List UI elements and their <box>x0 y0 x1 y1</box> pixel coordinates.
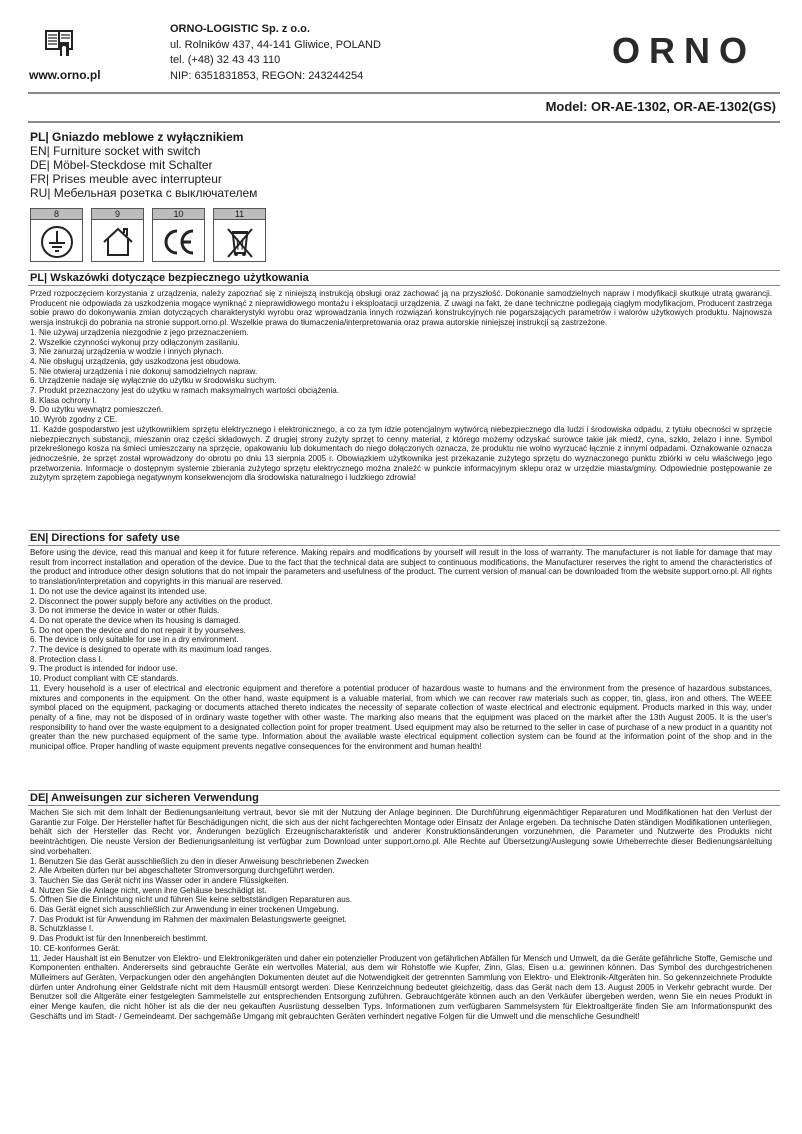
list-item: 4. Do not operate the device when its housing is damaged. <box>30 615 241 625</box>
symbol-icons <box>30 208 266 262</box>
list-item: 6. The device is only suitable for use in a dry environment. <box>30 635 239 645</box>
document-header <box>0 0 802 92</box>
list-item: 1. Do not use the device against its intended use. <box>30 586 207 596</box>
product-titles <box>30 130 257 200</box>
safety-list <box>30 328 772 483</box>
section-body-pl <box>30 289 772 483</box>
list-item: 2. Wszelkie czynności wykonuj przy odłączonym zasilaniu. <box>30 337 240 347</box>
title-ru: RU| Мебельная розетка с выключателем <box>30 186 258 200</box>
section-heading-pl: PL| Wskazówki dotyczące bezpiecznego użytkowania <box>28 270 780 286</box>
list-item: 11. Jeder Haushalt ist ein Benutzer von Elektro- und Elektronikgeräten und daher ein potenzieller Produzent von gefährlichen Abfällen für Mensch und Umwelt, da die Geräte gefährliche Stoffe, Gemische und Komponenten enthalten. Andererseits sind gebrauchte Geräte ein wertvolles Material, aus dem wir Rohstoffe wie Kupfer, Zinn, Glas, Eisen u.a. gewinnen können. Das Symbol des durchgestrichenen Mülleimers auf Geräten, Verpackungen oder den angehängten Dokumenten deutet auf die Notwendigkeit der getrennten Sammlung von Elektro- und Elektronik-Altgeräten hin. So gekennzeichnete Produkte dürfen unter Androhung einer Geldstrafe nicht mit dem Hausmüll entsorgt werden. Diese Kennzeichnung bedeutet gleichzeitig, dass das Gerät nach dem 13. August 2005 in Verkehr gebracht wurde. Der Benutzer soll die Altgeräte einer festgelegten Sammelstelle zur entsprechenden Entsorgung zuführen. Gebrauchtgeräte können auch an den Verkäufer übergeben werden, wenn Sie ein neues Produkt in einer Menge kaufen, die nicht höher ist als die der neu gekauften Ausrüstung desselben Typs. Informationen zum verfügbaren Sammelsystem für Elektroaltgeräte finden Sie am Informationspunkt des Geschäfts und im Stadt- / Gemeindeamt. Der sachgemäße Umgang mit gebrauchten Geräten verhindert negative Folgen für die Umwelt und die menschliche Gesundheit! <box>30 953 772 1021</box>
intro-paragraph: Przed rozpoczęciem korzystania z urządzenia, należy zapoznać się z niniejszą instrukcją obsługi oraz zachować ją na przyszłość. Dokonanie samodzielnych napraw i modyfikacji skutkuje utratą gwarancji. Producent nie odpowiada za uszkodzenia mogące wyniknąć z nieprawidłowego montażu i eksploatacji urządzenia. Z uwagi na fakt, że dane techniczne podlegają ciągłym modyfikacjom, Producent zastrzega sobie prawo do dokonywania zmian dotyczących charakterystyki wyrobu oraz wprowadzania innych rozwiązań konstrukcyjnych nie pogarszających parametrów i walorów użytkowych produktu. Najnowsza wersja instrukcji do pobrania na stronie support.orno.pl. Wszelkie prawa do tłumaczenia/interpretowania oraz prawa autorskie niniejszej instrukcji są zastrzeżone. <box>30 289 772 328</box>
list-item: 7. The device is designed to operate with its maximum load ranges. <box>30 645 272 655</box>
list-item: 1. Benutzen Sie das Gerät ausschließlich zu den in dieser Anweisung beschriebenen Zwecken <box>30 856 369 866</box>
list-item: 8. Protection class I. <box>30 654 103 664</box>
website-url[interactable]: www.orno.pl <box>29 68 101 82</box>
company-address: ul. Rolników 437, 44-141 Gliwice, POLAND <box>170 38 381 51</box>
safety-list <box>30 587 772 752</box>
icon-number: 9 <box>92 209 143 220</box>
model-number: Model: OR-AE-1302, OR-AE-1302(GS) <box>545 99 776 114</box>
icon-number: 11 <box>214 209 265 220</box>
list-item: 2. Disconnect the power supply before any activities on the product. <box>30 596 273 606</box>
list-item: 3. Tauchen Sie das Gerät nicht ins Wasser oder in andere Flüssigkeiten. <box>30 875 289 885</box>
list-item: 2. Alle Arbeiten dürfen nur bei abgeschalteter Stromversorgung durchgeführt werden. <box>30 866 335 876</box>
list-item: 9. The product is intended for indoor use. <box>30 664 178 674</box>
list-item: 9. Do użytku wewnątrz pomieszczeń. <box>30 405 164 415</box>
list-item: 6. Urządzenie nadaje się wyłącznie do użytku w środowisku suchym. <box>30 376 277 386</box>
list-item: 11. Każde gospodarstwo jest użytkownikiem sprzętu elektrycznego i elektronicznego, a co za tym idzie potencjalnym wytwórcą niebezpiecznego dla ludzi i środowiska odpadu, z tytułu obecności w sprzęcie niebezpiecznych substancji, mieszanin oraz części składowych. Z drugiej strony zużyty sprzęt to cenny materiał, z którego możemy odzyskać surowce takie jak miedź, cyna, szkło, żelazo i inne. Symbol przekreślonego kosza na śmieci umieszczany na sprzęcie, opakowaniu lub dokumentach do niego dołączonych oznacza, że produktu nie wolno wyrzucać łącznie z innymi odpadami. Oznakowanie oznacza jednocześnie, że sprzęt został wprowadzony do obrotu po dniu 13 sierpnia 2005 r. Obowiązkiem użytkownika jest przekazanie zużytego sprzętu do wyznaczonego punktu zbiórki w celu właściwego jego przetworzenia. Informacje o dostępnym systemie zbierania zużytego sprzętu elektrycznego można znaleźć w punkcie informacyjnym sklepu oraz w urzędzie miasta/gminy. Odpowiednie postępowanie ze zużytym sprzętem zapobiega negatywnym konsekwencjom dla środowiska naturalnego i ludzkiego zdrowia! <box>30 424 772 483</box>
section-heading-de: DE| Anweisungen zur sicheren Verwendung <box>28 790 780 806</box>
list-item: 10. Product compliant with CE standards. <box>30 674 179 684</box>
list-item: 5. Nie otwieraj urządzenia i nie dokonuj samodzielnych napraw. <box>30 366 258 376</box>
icon-number: 10 <box>153 209 204 220</box>
company-phone: tel. (+48) 32 43 43 110 <box>170 54 281 66</box>
list-item: 8. Schutzklasse I. <box>30 924 94 934</box>
list-item: 11. Every household is a user of electrical and electronic equipment and therefore a potential producer of hazardous waste to humans and the environment from the presence of hazardous substances, mixtures and components in the equipment. On the other hand, waste equipment is a valuable material, from which we can recover raw materials such as copper, tin, glass, iron and others. The WEEE symbol placed on the equipment, packaging or documents attached thereto indicates the necessity of separate collection of waste electrical and electronic equipment. Products marked in this way, under penalty of a fine, may not be disposed of in ordinary waste together with other waste. The marking also means that the equipment was placed on the market after the 13th August 2005. It is the user's responsibility to hand over the waste equipment to a designated collection point for proper treatment. Used equipment may also be returned to the seller in case of purchase of a new product in a quantity not greater than the new purchased equipment of the same type. Information about the available waste electrical equipment collection system can be found at the information point of the shop and in the municipal office. Proper handling of waste equipment prevents negative consequences for the environment and human health! <box>30 683 772 752</box>
protection-class-icon <box>38 223 76 261</box>
list-item: 10. Wyrób zgodny z CE. <box>30 415 118 425</box>
safety-list <box>30 857 772 1022</box>
list-item: 7. Produkt przeznaczony jest do użytku w ramach maksymalnych wartości obciążenia. <box>30 386 340 396</box>
company-info <box>170 22 381 84</box>
list-item: 3. Do not immerse the device in water or other fluids. <box>30 606 220 616</box>
list-item: 5. Öffnen Sie die Einrichtung nicht und führen Sie keine selbstständigen Reparaturen aus. <box>30 895 353 905</box>
title-de: DE| Möbel-Steckdose mit Schalter <box>30 158 213 172</box>
list-item: 4. Nie obsługuj urządzenia, gdy uszkodzona jest obudowa. <box>30 356 241 366</box>
list-item: 1. Nie używaj urządzenia niezgodnie z jego przeznaczeniem. <box>30 327 249 337</box>
list-item: 7. Das Produkt ist für Anwendung im Rahmen der maximalen Belastungswerte geeignet. <box>30 914 347 924</box>
weee-bin-icon <box>221 223 259 261</box>
section-heading-en: EN| Directions for safety use <box>28 530 780 546</box>
indoor-use-icon <box>99 223 137 261</box>
title-pl: PL| Gniazdo meblowe z wyłącznikiem <box>30 130 244 144</box>
manual-book-icon <box>44 26 74 58</box>
intro-paragraph: Before using the device, read this manual and keep it for future reference. Making repairs and modifications by yourself will result in the loss of warranty. The manufacturer is not liable for damage that may result from incorrect installation and operation of the device. Due to the fact that the technical data are subject to continuous modifications, the Manufacturer reserves the right to amend the characteristics of the product and introduce other design solutions that do not impair the parameters and usefulness of the product. The current version of manual can be downloaded from the website support.orno.pl. All rights to translation/interpretation and copyrights in this manual are reserved. <box>30 548 772 587</box>
company-tax-ids: NIP: 6351831853, REGON: 243244254 <box>170 69 364 82</box>
title-en: EN| Furniture socket with switch <box>30 144 201 158</box>
list-item: 4. Nutzen Sie die Anlage nicht, wenn ihre Gehäuse beschädigt ist. <box>30 885 267 895</box>
list-item: 3. Nie zanurzaj urządzenia w wodzie i innych płynach. <box>30 347 224 357</box>
list-item: 5. Do not open the device and do not repair it by yourselves. <box>30 625 246 635</box>
brand-logo: ORNO <box>612 30 756 71</box>
icon-number: 8 <box>31 209 82 220</box>
intro-paragraph: Machen Sie sich mit dem Inhalt der Bedienungsanleitung vertraut, bevor sie mit der Nutzung der Anlage beginnen. Die Durchführung eigenmächtiger Reparaturen und Modifikationen hat den Verlust der Garantie zur Folge. Der Hersteller haftet für Beschädigungen nicht, die sich aus der nicht fachgerechten Montage oder Einsatz der Anlage ergeben. Da technische Daten ständigen Modifikationen unterliegen, behält sich der Hersteller das Recht vor, Änderungen bezüglich Erzeugnischarakteristik und anderer Konstruktionsänderungen vorzunehmen, die Parameter und Nutzwerte des Produkts nicht beeinträchtigen. Die neuste Version der Bedienungsanleitung ist verfügbar zum Download unter support.orno.pl. Alle Rechte auf Übersetzung/Auslegung sowie Urheberrechte dieser Bedienungsanleitung sind vorbehalten. <box>30 808 772 856</box>
divider <box>28 92 780 94</box>
list-item: 8. Klasa ochrony I. <box>30 395 98 405</box>
list-item: 6. Das Gerät eignet sich ausschließlich zur Anwendung in einer trockenen Umgebung. <box>30 905 339 915</box>
icon-box-11 <box>213 208 266 262</box>
divider <box>28 121 780 123</box>
icon-box-8 <box>30 208 83 262</box>
section-body-en <box>30 548 772 752</box>
company-name: ORNO-LOGISTIC Sp. z o.o. <box>170 23 310 35</box>
ce-mark-icon <box>160 223 198 261</box>
title-fr: FR| Prises meuble avec interrupteur <box>30 172 222 186</box>
icon-box-9 <box>91 208 144 262</box>
section-body-de <box>30 808 772 1021</box>
icon-box-10 <box>152 208 205 262</box>
list-item: 9. Das Produkt ist für den Innenbereich bestimmt. <box>30 934 208 944</box>
list-item: 10. CE-konformes Gerät. <box>30 943 120 953</box>
